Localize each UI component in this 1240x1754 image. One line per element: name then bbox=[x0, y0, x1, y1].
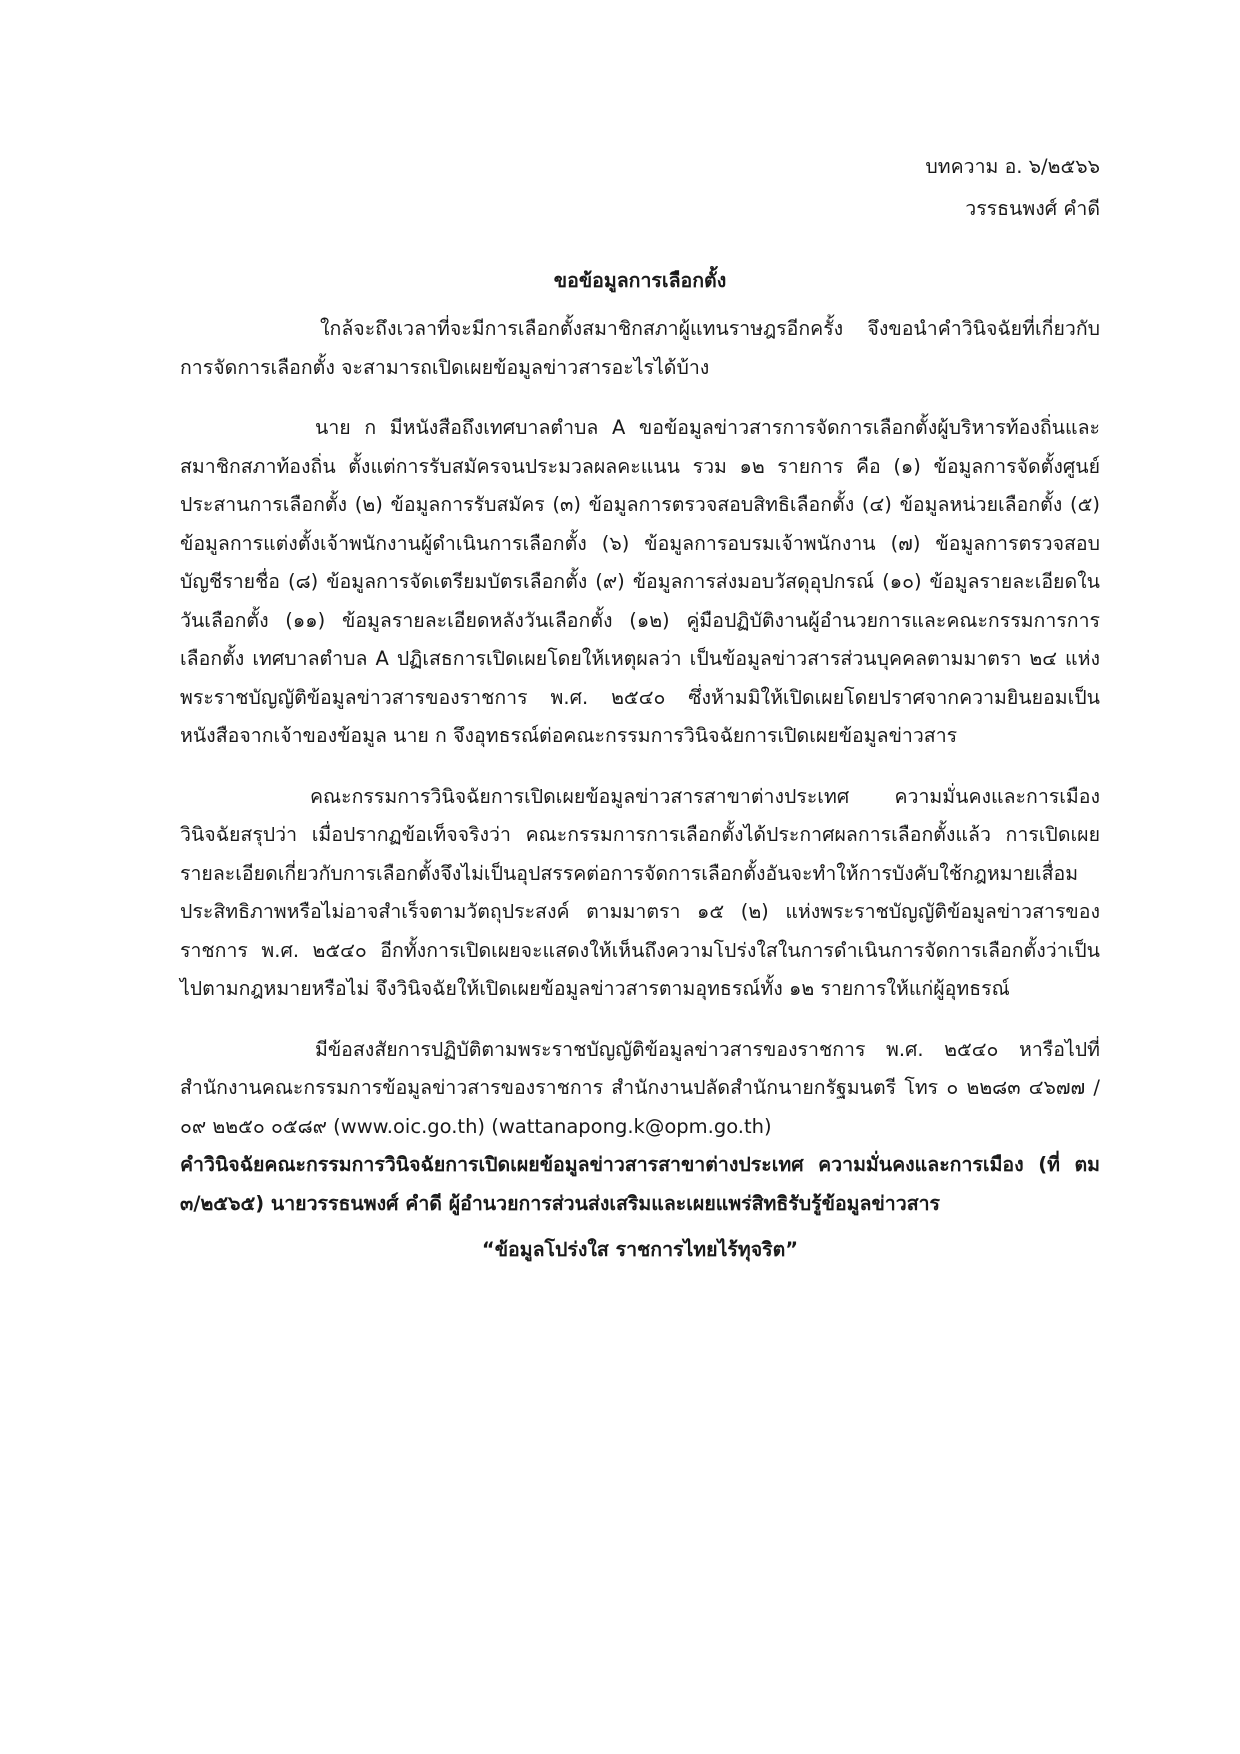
decision-reference: คำวินิจฉัยคณะกรรมการวินิจฉัยการเปิดเผยข้อมูลข่าวสารสาขาต่างประเทศ ความมั่นคงและการเมือง (ที่ ตม ๓/๒๕๖๕) นายวรรธนพงศ์ คำดี ผู้อำนวยการส่วนส่งเสริมและเผยแพร่สิทธิรับรู้ข้อมูลข่าวสาร bbox=[180, 1153, 1100, 1215]
paragraph-case-facts: นาย ก มีหนังสือถึงเทศบาลตำบล A ขอข้อมูลข่าวสารการจัดการเลือกตั้งผู้บริหารท้องถิ่นและสมาชิกสภาท้องถิ่น ตั้งแต่การรับสมัครจนประมวลผลคะแนน รวม ๑๒ รายการ คือ (๑) ข้อมูลการจัดตั้งศูนย์ประสานการเลือกตั้ง (๒) ข้อมูลการรับสมัคร (๓) ข้อมูลการตรวจสอบสิทธิเลือกตั้ง (๔) ข้อมูลหน่วยเลือกตั้ง (๕) ข้อมูลการแต่งตั้งเจ้าพนักงานผู้ดำเนินการเลือกตั้ง (๖) ข้อมูลการอบรมเจ้าพนักงาน (๗) ข้อมูลการตรวจสอบบัญชีรายชื่อ (๘) ข้อมูลการจัดเตรียมบัตรเลือกตั้ง (๙) ข้อมูลการส่งมอบวัสดุอุปกรณ์ (๑๐) ข้อมูลรายละเอียดในวันเลือกตั้ง (๑๑) ข้อมูลรายละเอียดหลังวันเลือกตั้ง (๑๒) คู่มือปฏิบัติงานผู้อำนวยการและคณะกรรมการการเลือกตั้ง เทศบาลตำบล A ปฏิเสธการเปิดเผยโดยให้เหตุผลว่า เป็นข้อมูลข่าวสารส่วนบุคคลตามมาตรา ๒๔ แห่งพระราชบัญญัติข้อมูลข่าวสารของราชการ พ.ศ. ๒๕๔๐ ซึ่งห้ามมิให้เปิดเผยโดยปราศจากความยินยอมเป็นหนังสือจากเจ้าของข้อมูล นาย ก จึงอุทธรณ์ต่อคณะกรรมการวินิจฉัยการเปิดเผยข้อมูลข่าวสาร bbox=[180, 416, 1100, 747]
document-title: ขอข้อมูลการเลือกตั้ง bbox=[553, 269, 727, 292]
paragraph-decision: คณะกรรมการวินิจฉัยการเปิดเผยข้อมูลข่าวสารสาขาต่างประเทศ ความมั่นคงและการเมือง วินิจฉัยสรุปว่า เมื่อปรากฏข้อเท็จจริงว่า คณะกรรมการการเลือกตั้งได้ประกาศผลการเลือกตั้งแล้ว การเปิดเผยรายละเอียดเกี่ยวกับการเลือกตั้งจึงไม่เป็นอุปสรรคต่อการจัดการเลือกตั้งอันจะทำให้การบังคับใช้กฎหมายเสื่อมประสิทธิภาพหรือไม่อาจสำเร็จตามวัตถุประสงค์ ตามมาตรา ๑๕ (๒) แห่งพระราชบัญญัติข้อมูลข่าวสารของราชการ พ.ศ. ๒๕๔๐ อีกทั้งการเปิดเผยจะแสดงให้เห็นถึงความโปร่งใสในการดำเนินการจัดการเลือกตั้งว่าเป็นไปตามกฎหมายหรือไม่ จึงวินิจฉัยให้เปิดเผยข้อมูลข่าวสารตามอุทธรณ์ทั้ง ๑๒ รายการให้แก่ผู้อุทธรณ์ bbox=[180, 784, 1100, 1000]
slogan: “ข้อมูลโปร่งใส ราชการไทยไร้ทุจริต” bbox=[481, 1238, 799, 1261]
document-number: บทความ อ. ๖/๒๕๖๖ bbox=[925, 155, 1100, 178]
author-name: วรรธนพงศ์ คำดี bbox=[965, 197, 1100, 220]
paragraph-intro: ใกล้จะถึงเวลาที่จะมีการเลือกตั้งสมาชิกสภาผู้แทนราษฎรอีกครั้ง จึงขอนำคำวินิจฉัยที่เกี่ยวกับการจัดการเลือกตั้ง จะสามารถเปิดเผยข้อมูลข่าวสารอะไรได้บ้าง bbox=[180, 317, 1100, 379]
paragraph-contact: มีข้อสงสัยการปฏิบัติตามพระราชบัญญัติข้อมูลข่าวสารของราชการ พ.ศ. ๒๕๔๐ หารือไปที่สำนักงานคณะกรรมการข้อมูลข่าวสารของราชการ สำนักงานปลัดสำนักนายกรัฐมนตรี โทร ๐ ๒๒๘๓ ๔๖๗๗ / ๐๙ ๒๒๕๐ ๐๕๘๙ (www.oic.go.th) (wattanapong.k@opm.go.th) bbox=[180, 1037, 1100, 1138]
